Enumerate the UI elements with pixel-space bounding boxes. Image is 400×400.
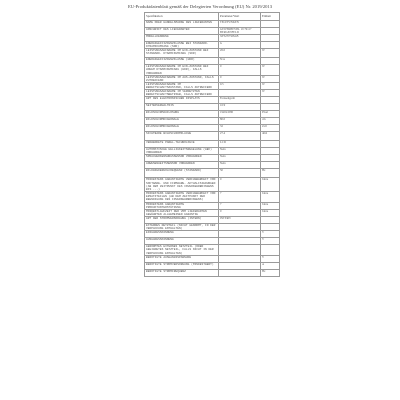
row-label: ANSCHRIFT DES LIEFERANTEN [145,28,219,35]
row-label: BENÖTIGTE STROMVERSORGUNG (MINDESTWERT) [145,263,219,270]
row-unit [261,42,280,49]
table-row [145,256,280,263]
table-row [145,118,280,125]
row-value [219,238,261,245]
row-unit [261,21,280,28]
row-label: BILDWIEDERHOLFREQUENZ (STANDARD) [145,169,219,178]
row-label: LEISTUNGSAUFNAHME IM VERNETZTEN BEREITSCHAFTSBETRIEB, FALLS ZUTREFFEND [145,90,219,97]
row-label: GENORMTES EXTERNES NETZTEIL (ODER GEEIGNETES NETZTEIL, FALLS NICHT IN DER VERPACKUNG ENTHALTEN) [145,245,219,256]
row-value: N/A [219,58,261,65]
table-row [145,97,280,104]
row-value: XF32N750M-B [219,35,261,42]
row-label: MODELLKENNUNG [145,35,219,42]
row-unit: cm [261,118,280,125]
row-unit: W [261,65,280,75]
row-unit: Jahre [261,191,280,202]
row-unit: W [261,82,280,89]
row-unit [261,217,280,224]
header-spezifikation: Spezifikation [145,13,219,21]
table-row [145,21,280,28]
row-label: MINDESTENS GARANTIERTE PRODUKTUNTERSTÜTZUNG [145,202,219,209]
row-unit [261,58,280,65]
row-unit: Pixel [261,111,280,118]
table-row [145,231,280,238]
row-value: 0 [219,178,261,191]
row-value: 50 [219,169,261,178]
row-unit: Jahre [261,202,280,209]
row-value: Fernsehgerät [219,97,261,104]
row-value: Nein [219,148,261,155]
row-label: ENERGIEEFFIZIENZKLASSE (HDR) [145,58,219,65]
row-label: MINDESTENS GARANTIERTE VERFÜGBARKEIT VON ERSATZTEILEN (AB DEM ZEITPUNKT DER BEENDIGUNG DES INVERKEHRBRINGENS) [145,191,219,202]
row-label: ENERGIEEFFIZIENZKLASSE BEI STANDARD-DYNAMIKUMFANG (SDR) [145,42,219,49]
row-value: 0.5 [219,82,261,89]
row-label: VERWENDETE PANEL-TECHNOLOGIE [145,141,219,148]
row-unit: Jahre [261,178,280,191]
row-value [219,224,261,231]
row-label: SEITENVERHÄLTNIS [145,104,219,111]
row-label: BILDSCHIRMDIAGONALE [145,118,219,125]
row-label: LEISTUNGSAUFNAHME IM EIN-ZUSTAND BEI HOHEM DYNAMIKUMFANG (HDR), FALLS VORHANDEN [145,65,219,75]
row-label: LEISTUNGSAUFNAHME IM AUS-ZUSTAND, FALLS ZUTREFFEND [145,75,219,82]
row-value: 1920x1080 [219,111,261,118]
table-row [145,202,280,209]
table-row [145,245,280,256]
table-header-row [145,13,280,21]
row-label: EXTERNES NETZTEIL (NICHT GENORMT, IN DER VERPACKUNG ENTHALTEN) [145,224,219,231]
table-row [145,125,280,132]
row-unit [261,104,280,111]
row-unit [261,224,280,231]
row-label: BILDSCHIRMDIAGONALE [145,125,219,132]
row-label: BENÖTIGTE STROMFREQUENZ [145,270,219,277]
table-row [145,35,280,42]
row-value: 80.0 [219,118,261,125]
row-unit: Zoll [261,125,280,132]
table-row [145,49,280,58]
row-value: GEWERBESTR. 19 79117 BERGENFELD [219,28,261,35]
table-row [145,162,280,169]
row-unit: Jahre [261,209,280,216]
row-value [219,270,261,277]
row-unit [261,35,280,42]
row-value: 0 [219,75,261,82]
table-row [145,209,280,216]
row-value: 32 [219,125,261,132]
row-value: Nein [219,155,261,162]
row-label: BENÖTIGTE AUSGANGSSPANNUNG [145,256,219,263]
table-row [145,155,280,162]
row-value [219,245,261,256]
row-value: 26.0 [219,49,261,58]
row-unit: V [261,256,280,263]
row-unit: W [261,90,280,97]
table-row [145,58,280,65]
row-label: AUTOMATISCHE HELLIGKEITSREGELUNG (ABC) VORHANDEN [145,148,219,155]
table-row [145,191,280,202]
row-label: LEISTUNGSAUFNAHME IM EIN-ZUSTAND BEI STANDARD- DYNAMIKUMFANG (SDR) [145,49,219,58]
row-unit: A [261,263,280,270]
row-value [219,231,261,238]
row-value [219,263,261,270]
row-unit [261,148,280,155]
row-unit [261,97,280,104]
row-label: SICHTBARE BILDSCHIRMFLÄCHE [145,132,219,141]
table-row [145,65,280,75]
table-row [145,148,280,155]
row-value: INTERN [219,217,261,224]
row-value: 7 [219,191,261,202]
row-value: 0 [219,65,261,75]
row-label: ART DER STROMVERSORGUNG (INTERN) [145,217,219,224]
row-unit [261,28,280,35]
row-value: Nein [219,162,261,169]
row-label: MINDESTLAUFZEIT DER VOM LIEFERANTEN GEWÄHRTEN ALLGEMEINEN GARANTIE [145,209,219,216]
row-value: G [219,42,261,49]
table-row [145,141,280,148]
row-label: NAME ODER HANDELSMARKE DES LIEFERANTEN [145,21,219,28]
table-row [145,224,280,231]
document-title: EU-Produktdatenblatt gemäß der Delegierten Verordnung (EU) Nr. 2019/2013 [127,4,273,9]
table-row [145,82,280,89]
table-row [145,42,280,49]
row-unit [261,155,280,162]
row-value: 0 [219,209,261,216]
row-unit: V [261,238,280,245]
row-unit: V [261,231,280,238]
row-label: EINGANGSSPANNUNG [145,231,219,238]
row-value: 16:9 [219,104,261,111]
product-data-table [144,12,280,277]
row-label: ART DES ELEKTRONISCHEN DISPLAYS [145,97,219,104]
table-row [145,270,280,277]
row-unit [261,162,280,169]
table-row [145,75,280,82]
row-unit [261,141,280,148]
table-row [145,132,280,141]
table-row [145,178,280,191]
row-label: LEISTUNGSAUFNAHME IM BEREITSCHAFTSZUSTAND, FALLS ZUTREFFEND [145,82,219,89]
row-unit: Hz [261,270,280,277]
table-row [145,28,280,35]
row-label: SPRACHERKENNUNGSSENSOR VORHANDEN [145,155,219,162]
row-value: 7 [219,202,261,209]
row-value: LCD [219,141,261,148]
row-value [219,256,261,263]
row-unit: dm2 [261,132,280,141]
row-label: BILDSCHIRMAUFLÖSUNG [145,111,219,118]
table-row [145,238,280,245]
table-row [145,169,280,178]
row-value [219,90,261,97]
table-row [145,217,280,224]
row-value: TELEFUNKEN [219,21,261,28]
table-row [145,263,280,270]
row-unit: W [261,49,280,58]
header-einheit: Einheit [261,13,280,21]
row-unit: W [261,75,280,82]
row-unit [261,245,280,256]
row-unit: Hz [261,169,280,178]
table-row [145,104,280,111]
row-label: ANWESENHEITSSENSOR VORHANDEN [145,162,219,169]
row-label: MINDESTENS GARANTIERTE VERFÜGBARKEIT VON SOFTWARE- UND FIRMWARE- AKTUALISIERUNGEN (AB DEM ZEITPUNKT DES INVERKEHRBRINGENS BIS ...) [145,178,219,191]
row-value: 27.4 [219,132,261,141]
row-label: AUSGANGSSPANNUNG [145,238,219,245]
table-row [145,111,280,118]
table-row [145,90,280,97]
header-parameter: Parameter/Wert [219,13,261,21]
